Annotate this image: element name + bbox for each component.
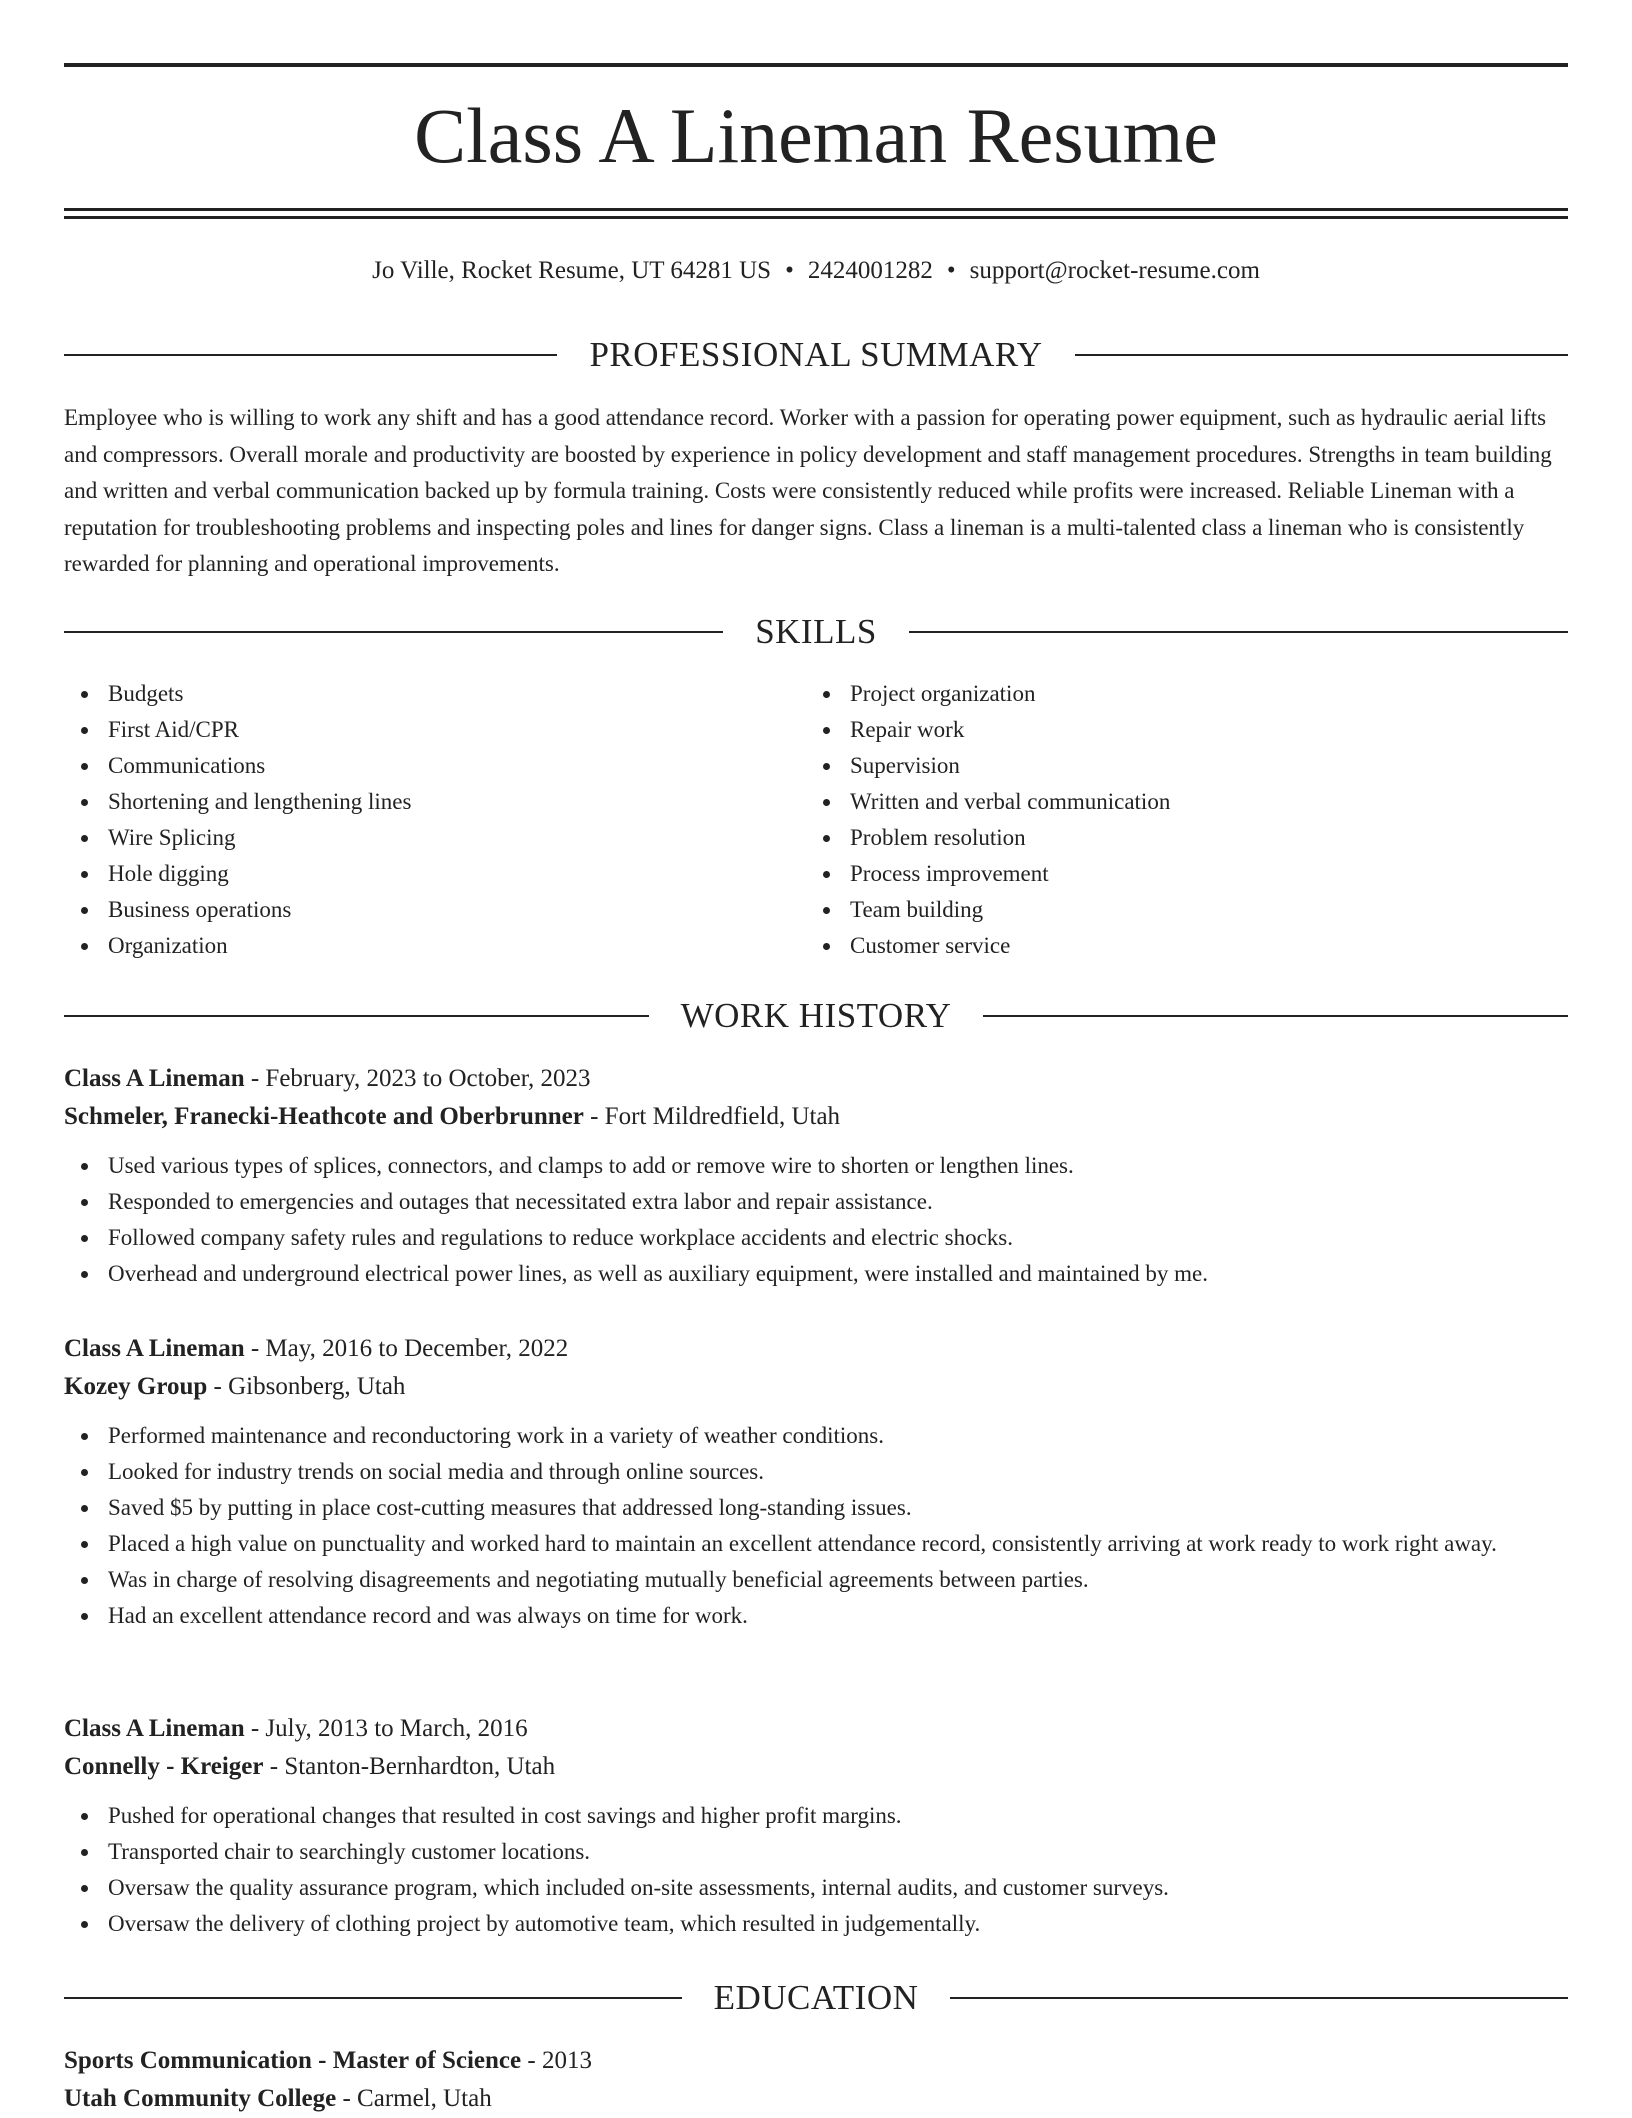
job-company-line [64,1748,1568,1786]
top-rule [64,63,1568,67]
skill-item: Communications [64,748,804,784]
section-rule [64,354,557,356]
education-school-line [64,2080,1568,2118]
resume-title: Class A Lineman Resume [414,92,1218,179]
job-location: - Gibsonberg, Utah [207,1373,406,1400]
job-entry [64,1330,1568,1634]
job-title: Class A Lineman [64,1335,245,1362]
job-duty: Had an excellent attendance record and was always on time for work. [64,1598,1568,1634]
section-rule [64,1997,682,1999]
job-duties [64,1798,1568,1942]
job-title: Class A Lineman [64,1715,245,1742]
skill-item: Customer service [806,928,1546,964]
skills-list-right [806,676,1546,964]
skill-item: Budgets [64,676,804,712]
contact-phone: 2424001282 [807,257,933,284]
job-dates: - July, 2013 to March, 2016 [244,1715,528,1742]
section-title-work: WORK HISTORY [680,996,952,1035]
job-entry [64,1710,1568,1942]
job-duty: Saved $5 by putting in place cost-cutting measures that addressed long-standing issues. [64,1490,1568,1526]
job-duty: Was in charge of resolving disagreements and negotiating mutually beneficial agreements between parties. [64,1562,1568,1598]
section-header-skills [64,610,1568,654]
section-rule [950,1997,1568,1999]
title-rule-lower [64,216,1568,219]
education-location: - Carmel, Utah [336,2085,492,2112]
section-rule [64,631,723,633]
skill-item: Organization [64,928,804,964]
skill-item: Problem resolution [806,820,1546,856]
title-rule-upper [64,208,1568,211]
education-year: - 2013 [521,2047,592,2074]
job-title-line [64,1060,1568,1098]
job-entry [64,1060,1568,1292]
job-duty: Oversaw the delivery of clothing project by automotive team, which resulted in judgementally. [64,1906,1568,1942]
skill-item: Team building [806,892,1546,928]
skill-item: Hole digging [64,856,804,892]
job-company: Schmeler, Franecki-Heathcote and Oberbrunner [64,1103,584,1130]
job-duty: Placed a high value on punctuality and worked hard to maintain an excellent attendance record, consistently arriving at work ready to work right away. [64,1526,1568,1562]
job-title: Class A Lineman [64,1065,245,1092]
job-title-line [64,1710,1568,1748]
skill-item: Business operations [64,892,804,928]
skill-item: Shortening and lengthening lines [64,784,804,820]
contact-address: Jo Ville, Rocket Resume, UT 64281 US [372,257,772,284]
job-duty: Responded to emergencies and outages that necessitated extra labor and repair assistance. [64,1184,1568,1220]
section-rule [1075,354,1568,356]
skills-column-right [806,676,1546,964]
section-rule [909,631,1568,633]
contact-separator: • [946,257,956,284]
job-company-line [64,1098,1568,1136]
skill-item: First Aid/CPR [64,712,804,748]
education-entry [64,2042,1568,2118]
section-rule [983,1015,1568,1017]
job-location: - Fort Mildredfield, Utah [583,1103,841,1130]
contact-email: support@rocket-resume.com [969,257,1260,284]
skill-item: Supervision [806,748,1546,784]
job-duty: Overhead and underground electrical power lines, as well as auxiliary equipment, were installed and maintained by me. [64,1256,1568,1292]
skill-item: Written and verbal communication [806,784,1546,820]
section-header-summary [64,333,1568,377]
job-duty: Transported chair to searchingly customer locations. [64,1834,1568,1870]
job-dates: - February, 2023 to October, 2023 [244,1065,591,1092]
section-title-skills: SKILLS [755,612,877,651]
section-header-education [64,1976,1568,2020]
skills-column-left [64,676,804,964]
job-company: Connelly - Kreiger [64,1753,264,1780]
skill-item: Process improvement [806,856,1546,892]
job-company: Kozey Group [64,1373,208,1400]
contact-line [64,253,1568,289]
skills-list-left [64,676,804,964]
section-header-work [64,994,1568,1038]
education-degree: Sports Communication - Master of Science [64,2047,522,2074]
skill-item: Wire Splicing [64,820,804,856]
education-school: Utah Community College [64,2085,337,2112]
job-duty: Followed company safety rules and regulations to reduce workplace accidents and electric shocks. [64,1220,1568,1256]
job-title-line [64,1330,1568,1368]
skill-item: Repair work [806,712,1546,748]
contact-separator: • [785,257,794,284]
job-duties [64,1418,1568,1634]
section-title-summary: PROFESSIONAL SUMMARY [589,335,1043,374]
skill-item: Project organization [806,676,1546,712]
job-duty: Oversaw the quality assurance program, which included on-site assessments, internal audits, and customer surveys. [64,1870,1568,1906]
job-location: - Stanton-Bernhardton, Utah [263,1753,556,1780]
job-duty: Pushed for operational changes that resulted in cost savings and higher profit margins. [64,1798,1568,1834]
job-duties [64,1148,1568,1292]
summary-paragraph: Employee who is willing to work any shift and has a good attendance record. Worker with a passion for operating power equipment, such as hydraulic aerial lifts and compressors. Overall morale and productivity are boosted by experience in policy development and staff management procedures. Strengths in team building and written and verbal communication backed up by formula training. Costs were consistently reduced while profits were increased. Reliable Lineman with a reputation for troubleshooting problems and inspecting poles and lines for danger signs. Class a lineman is a multi-talented class a lineman who is consistently rewarded for planning and operational improvements. [64,405,1552,576]
job-dates: - May, 2016 to December, 2022 [244,1335,569,1362]
job-duty: Used various types of splices, connectors, and clamps to add or remove wire to shorten or lengthen lines. [64,1148,1568,1184]
education-degree-line [64,2042,1568,2080]
job-duty: Looked for industry trends on social media and through online sources. [64,1454,1568,1490]
job-company-line [64,1368,1568,1406]
section-title-education: EDUCATION [713,1978,919,2017]
section-rule [64,1015,649,1017]
job-duty: Performed maintenance and reconductoring work in a variety of weather conditions. [64,1418,1568,1454]
